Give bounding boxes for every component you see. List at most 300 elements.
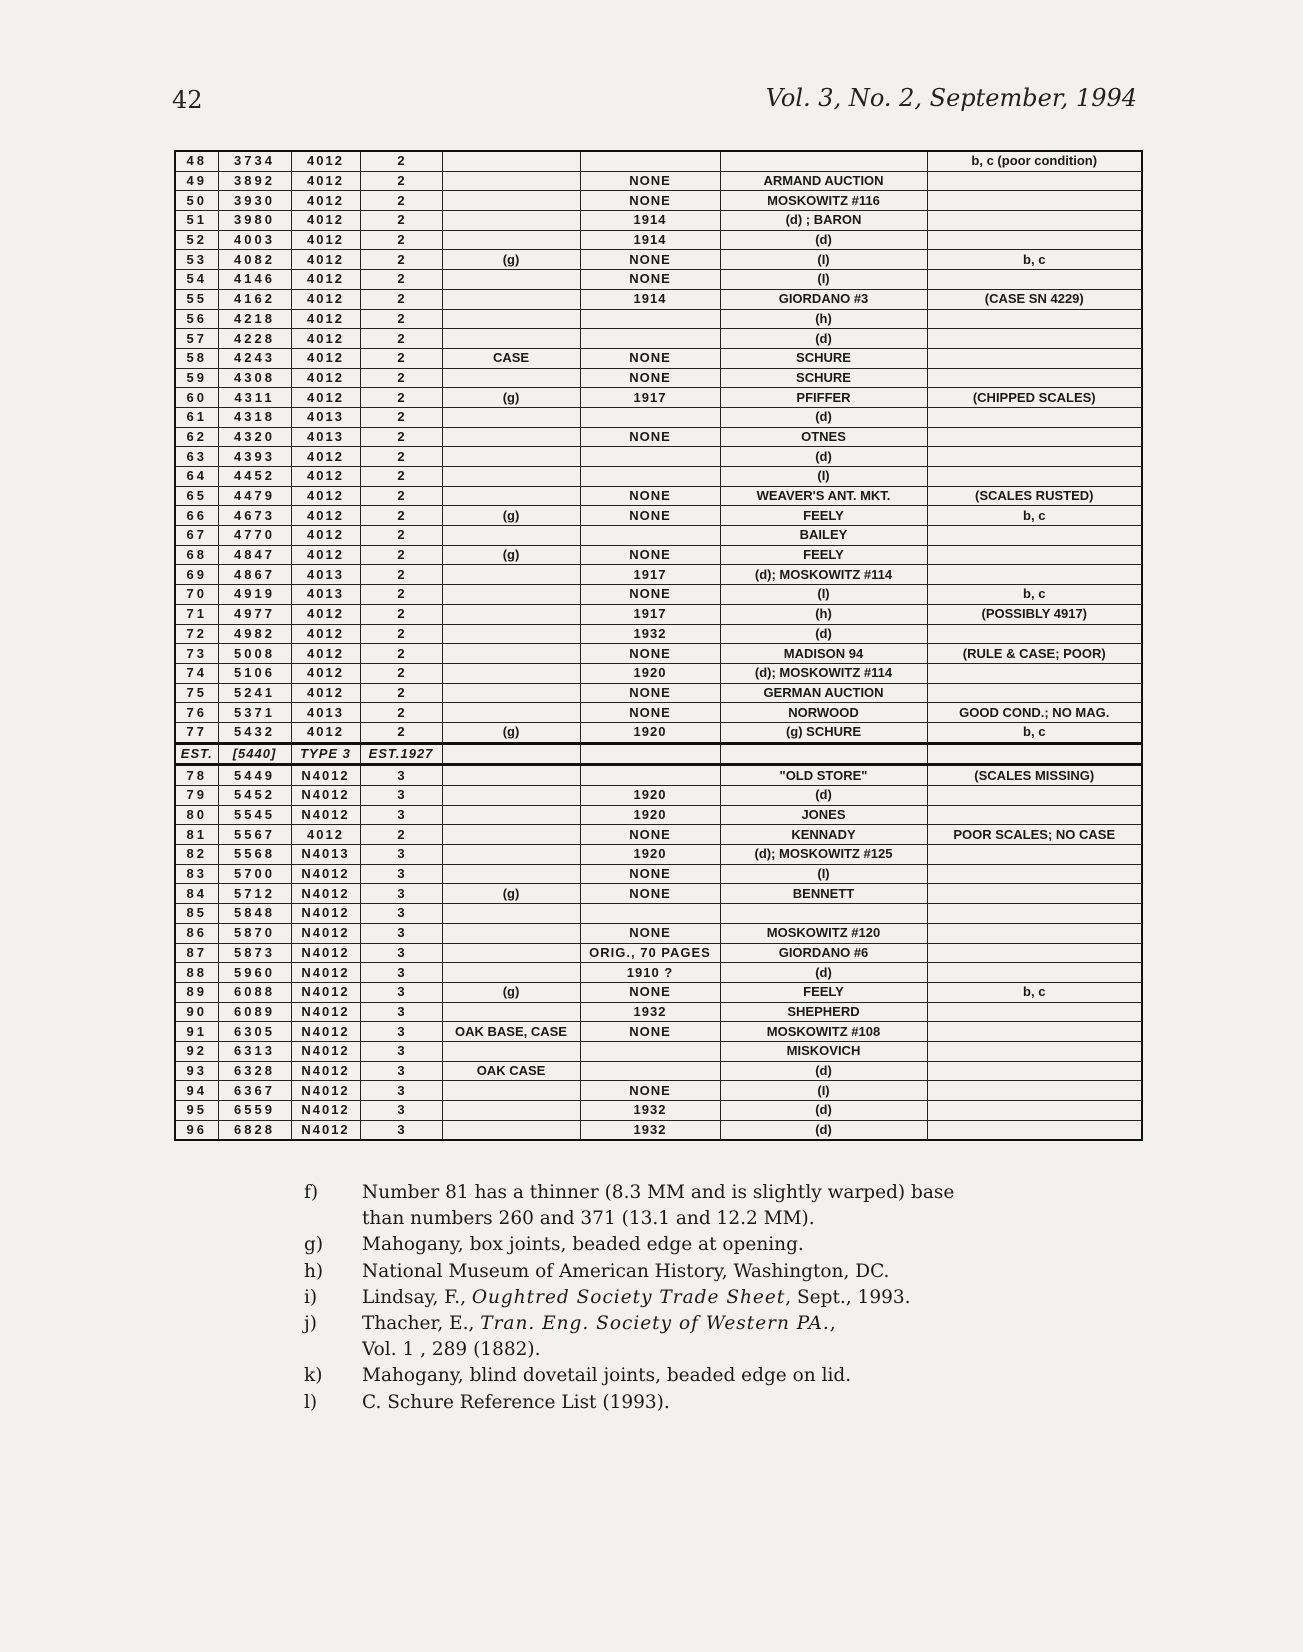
footnote-label: h) bbox=[304, 1260, 324, 1282]
cell-manual: 1920 bbox=[580, 663, 720, 683]
table-row bbox=[175, 884, 1142, 904]
cell-no: 58 bbox=[175, 348, 218, 368]
cell-type: 3 bbox=[360, 845, 442, 865]
cell-manual bbox=[580, 309, 720, 329]
cell-type: 3 bbox=[360, 1041, 442, 1061]
citation-detail: , Sept., 1993. bbox=[785, 1286, 911, 1308]
cell-notes: b, c bbox=[927, 250, 1142, 270]
cell-no: 72 bbox=[175, 624, 218, 644]
cell-case bbox=[442, 624, 580, 644]
cell-model: N4012 bbox=[291, 923, 360, 943]
cell-model: N4012 bbox=[291, 1081, 360, 1101]
cell-notes: POOR SCALES; NO CASE bbox=[927, 825, 1142, 845]
footnote-label: f) bbox=[304, 1182, 319, 1203]
cell-no: 87 bbox=[175, 943, 218, 963]
cell-case bbox=[442, 447, 580, 467]
cell-case bbox=[442, 191, 580, 211]
footnote bbox=[304, 1232, 1042, 1258]
cell-model: 4012 bbox=[291, 624, 360, 644]
cell-source: (d); MOSKOWITZ #114 bbox=[720, 663, 927, 683]
cell-case bbox=[442, 329, 580, 349]
cell-type: 3 bbox=[360, 963, 442, 983]
footnote-line: Mahogany, blind dovetail joints, beaded edge on lid. bbox=[362, 1365, 852, 1387]
cell-no: 50 bbox=[175, 191, 218, 211]
footnote-text bbox=[362, 1285, 1042, 1311]
cell-manual bbox=[580, 407, 720, 427]
cell-type: 2 bbox=[360, 289, 442, 309]
cell-no: 67 bbox=[175, 526, 218, 546]
footnote bbox=[304, 1180, 1042, 1232]
cell-notes bbox=[927, 1120, 1142, 1140]
cell-manual: NONE bbox=[580, 703, 720, 723]
cell-notes bbox=[927, 1002, 1142, 1022]
cell-source: (d) bbox=[720, 447, 927, 467]
cell-model: 4012 bbox=[291, 230, 360, 250]
cell-manual: 1914 bbox=[580, 289, 720, 309]
cell-model: 4012 bbox=[291, 388, 360, 408]
cell-case bbox=[442, 526, 580, 546]
cell-manual: NONE bbox=[580, 1081, 720, 1101]
cell-manual: 1932 bbox=[580, 1101, 720, 1121]
cell-notes bbox=[927, 545, 1142, 565]
cell-no: 92 bbox=[175, 1041, 218, 1061]
cell-no: 61 bbox=[175, 407, 218, 427]
cell-manual: NONE bbox=[580, 348, 720, 368]
cell-case bbox=[442, 904, 580, 924]
cell-model: N4012 bbox=[291, 1101, 360, 1121]
cell-model: 4012 bbox=[291, 447, 360, 467]
cell-sn: 4847 bbox=[218, 545, 291, 565]
cell-source: SCHURE bbox=[720, 368, 927, 388]
cell-manual: NONE bbox=[580, 825, 720, 845]
cell-sn: 4228 bbox=[218, 329, 291, 349]
cell-no: 56 bbox=[175, 309, 218, 329]
cell-notes: (SCALES MISSING) bbox=[927, 765, 1142, 786]
cell-sn: 6559 bbox=[218, 1101, 291, 1121]
cell-source: (h) bbox=[720, 604, 927, 624]
cell-case bbox=[442, 211, 580, 231]
cell-notes bbox=[927, 368, 1142, 388]
cell-notes: GOOD COND.; NO MAG. bbox=[927, 703, 1142, 723]
cell-case bbox=[442, 1081, 580, 1101]
cell-no: 83 bbox=[175, 864, 218, 884]
est-cell-type: EST.1927 bbox=[360, 743, 442, 765]
cell-type: 2 bbox=[360, 506, 442, 526]
cell-sn: 3980 bbox=[218, 211, 291, 231]
cell-sn: 6367 bbox=[218, 1081, 291, 1101]
cell-sn: 4919 bbox=[218, 585, 291, 605]
table-row bbox=[175, 270, 1142, 290]
cell-notes bbox=[927, 565, 1142, 585]
table-row bbox=[175, 604, 1142, 624]
cell-case bbox=[442, 644, 580, 664]
cell-case bbox=[442, 663, 580, 683]
cell-model: 4012 bbox=[291, 191, 360, 211]
page-number: 42 bbox=[172, 86, 203, 114]
cell-manual: NONE bbox=[580, 486, 720, 506]
cell-case bbox=[442, 923, 580, 943]
cell-notes bbox=[927, 943, 1142, 963]
cell-source bbox=[720, 904, 927, 924]
cell-model: 4013 bbox=[291, 427, 360, 447]
cell-type: 2 bbox=[360, 329, 442, 349]
cell-model: 4012 bbox=[291, 683, 360, 703]
table-row bbox=[175, 526, 1142, 546]
cell-notes: b, c bbox=[927, 506, 1142, 526]
cell-sn: 5106 bbox=[218, 663, 291, 683]
cell-notes: (CHIPPED SCALES) bbox=[927, 388, 1142, 408]
cell-sn: 4977 bbox=[218, 604, 291, 624]
cell-no: 84 bbox=[175, 884, 218, 904]
est-cell-manual bbox=[580, 743, 720, 765]
table-row bbox=[175, 506, 1142, 526]
cell-case: (g) bbox=[442, 545, 580, 565]
cell-model: N4012 bbox=[291, 1022, 360, 1042]
cell-notes bbox=[927, 211, 1142, 231]
cell-source: (d); MOSKOWITZ #114 bbox=[720, 565, 927, 585]
cell-model: N4012 bbox=[291, 1120, 360, 1140]
footnote-text bbox=[362, 1232, 1042, 1258]
cell-no: 95 bbox=[175, 1101, 218, 1121]
cell-case bbox=[442, 786, 580, 806]
cell-sn: 4393 bbox=[218, 447, 291, 467]
cell-sn: 4243 bbox=[218, 348, 291, 368]
cell-no: 82 bbox=[175, 845, 218, 865]
cell-source: FEELY bbox=[720, 545, 927, 565]
cell-source: FEELY bbox=[720, 982, 927, 1002]
cell-manual: NONE bbox=[580, 191, 720, 211]
cell-manual: 1914 bbox=[580, 211, 720, 231]
cell-notes bbox=[927, 407, 1142, 427]
cell-case bbox=[442, 171, 580, 191]
cell-model: N4012 bbox=[291, 805, 360, 825]
table-row bbox=[175, 1081, 1142, 1101]
cell-no: 74 bbox=[175, 663, 218, 683]
cell-notes: (POSSIBLY 4917) bbox=[927, 604, 1142, 624]
cell-no: 68 bbox=[175, 545, 218, 565]
cell-manual: 1932 bbox=[580, 1120, 720, 1140]
cell-source: (d) ; BARON bbox=[720, 211, 927, 231]
cell-sn: 5712 bbox=[218, 884, 291, 904]
cell-notes bbox=[927, 786, 1142, 806]
cell-type: 3 bbox=[360, 1002, 442, 1022]
cell-sn: 6305 bbox=[218, 1022, 291, 1042]
cell-source: OTNES bbox=[720, 427, 927, 447]
cell-model: N4012 bbox=[291, 963, 360, 983]
cell-type: 2 bbox=[360, 151, 442, 171]
cell-no: 59 bbox=[175, 368, 218, 388]
cell-notes: (SCALES RUSTED) bbox=[927, 486, 1142, 506]
cell-no: 49 bbox=[175, 171, 218, 191]
cell-model: 4012 bbox=[291, 270, 360, 290]
cell-model: 4012 bbox=[291, 368, 360, 388]
table-row bbox=[175, 447, 1142, 467]
footnote-text bbox=[362, 1390, 1042, 1416]
cell-manual: NONE bbox=[580, 368, 720, 388]
footnote-line: C. Schure Reference List (1993). bbox=[362, 1391, 670, 1413]
cell-no: 75 bbox=[175, 683, 218, 703]
cell-manual: NONE bbox=[580, 864, 720, 884]
footnote bbox=[304, 1259, 1042, 1285]
cell-notes bbox=[927, 683, 1142, 703]
footnote-line: Mahogany, box joints, beaded edge at opening. bbox=[362, 1234, 804, 1256]
cell-no: 78 bbox=[175, 765, 218, 786]
table-row bbox=[175, 1101, 1142, 1121]
cell-case bbox=[442, 805, 580, 825]
footnote-line: than numbers 260 and 371 (13.1 and 12.2 MM). bbox=[362, 1208, 815, 1230]
table-row bbox=[175, 585, 1142, 605]
cell-sn: 4003 bbox=[218, 230, 291, 250]
footnote bbox=[304, 1390, 1042, 1416]
footnote-label: g) bbox=[304, 1234, 324, 1256]
cell-no: 53 bbox=[175, 250, 218, 270]
cell-sn: 4162 bbox=[218, 289, 291, 309]
cell-type: 3 bbox=[360, 1101, 442, 1121]
cell-model: N4012 bbox=[291, 1061, 360, 1081]
cell-case bbox=[442, 565, 580, 585]
cell-notes bbox=[927, 191, 1142, 211]
cell-type: 2 bbox=[360, 663, 442, 683]
cell-type: 3 bbox=[360, 904, 442, 924]
cell-type: 3 bbox=[360, 1120, 442, 1140]
cell-notes: b, c bbox=[927, 982, 1142, 1002]
footnote bbox=[304, 1311, 1042, 1363]
table-row bbox=[175, 845, 1142, 865]
cell-no: 86 bbox=[175, 923, 218, 943]
cell-notes bbox=[927, 923, 1142, 943]
cell-case: (g) bbox=[442, 722, 580, 743]
cell-sn: 6088 bbox=[218, 982, 291, 1002]
cell-no: 89 bbox=[175, 982, 218, 1002]
footnote-line bbox=[362, 1311, 1042, 1337]
cell-manual: NONE bbox=[580, 884, 720, 904]
cell-case: (g) bbox=[442, 388, 580, 408]
cell-type: 2 bbox=[360, 624, 442, 644]
cell-manual bbox=[580, 765, 720, 786]
table-row bbox=[175, 151, 1142, 171]
cell-type: 3 bbox=[360, 805, 442, 825]
cell-case bbox=[442, 585, 580, 605]
cell-type: 3 bbox=[360, 884, 442, 904]
cell-manual: 1920 bbox=[580, 845, 720, 865]
est-cell-notes bbox=[927, 743, 1142, 765]
cell-sn: 5568 bbox=[218, 845, 291, 865]
cell-no: 69 bbox=[175, 565, 218, 585]
type3-estimate-row bbox=[175, 743, 1142, 765]
cell-model: 4012 bbox=[291, 171, 360, 191]
cell-case bbox=[442, 825, 580, 845]
cell-type: 2 bbox=[360, 604, 442, 624]
cell-notes: b, c bbox=[927, 585, 1142, 605]
cell-no: 91 bbox=[175, 1022, 218, 1042]
cell-notes bbox=[927, 624, 1142, 644]
cell-model: N4012 bbox=[291, 864, 360, 884]
cell-case bbox=[442, 309, 580, 329]
cell-case bbox=[442, 407, 580, 427]
cell-manual: 1917 bbox=[580, 388, 720, 408]
footnote-line: Number 81 has a thinner (8.3 MM and is slightly warped) base bbox=[362, 1182, 955, 1203]
cell-no: 51 bbox=[175, 211, 218, 231]
cell-sn: 5449 bbox=[218, 765, 291, 786]
cell-sn: 4673 bbox=[218, 506, 291, 526]
cell-notes bbox=[927, 884, 1142, 904]
table-row bbox=[175, 407, 1142, 427]
table-row bbox=[175, 427, 1142, 447]
table-row bbox=[175, 624, 1142, 644]
cell-sn: 4479 bbox=[218, 486, 291, 506]
cell-notes: (RULE & CASE; POOR) bbox=[927, 644, 1142, 664]
footnote-text bbox=[362, 1259, 1042, 1285]
cell-case bbox=[442, 1101, 580, 1121]
cell-no: 96 bbox=[175, 1120, 218, 1140]
cell-case: OAK CASE bbox=[442, 1061, 580, 1081]
cell-sn: 3930 bbox=[218, 191, 291, 211]
cell-type: 3 bbox=[360, 1081, 442, 1101]
cell-type: 3 bbox=[360, 765, 442, 786]
cell-source: SHEPHERD bbox=[720, 1002, 927, 1022]
cell-type: 2 bbox=[360, 545, 442, 565]
cell-manual: ORIG., 70 PAGES bbox=[580, 943, 720, 963]
cell-type: 2 bbox=[360, 427, 442, 447]
cell-sn: 5008 bbox=[218, 644, 291, 664]
est-cell-source bbox=[720, 743, 927, 765]
cell-no: 55 bbox=[175, 289, 218, 309]
cell-type: 3 bbox=[360, 923, 442, 943]
cell-type: 2 bbox=[360, 447, 442, 467]
cell-source: BENNETT bbox=[720, 884, 927, 904]
cell-type: 3 bbox=[360, 864, 442, 884]
footnote-text bbox=[362, 1180, 1042, 1232]
cell-sn: 6328 bbox=[218, 1061, 291, 1081]
cell-source: KENNADY bbox=[720, 825, 927, 845]
cell-sn: 4218 bbox=[218, 309, 291, 329]
est-cell-model: TYPE 3 bbox=[291, 743, 360, 765]
citation-author: Thacher, E., bbox=[362, 1313, 481, 1335]
cell-no: 79 bbox=[175, 786, 218, 806]
cell-case bbox=[442, 703, 580, 723]
table-row bbox=[175, 467, 1142, 487]
cell-type: 2 bbox=[360, 722, 442, 743]
cell-case bbox=[442, 427, 580, 447]
table-row bbox=[175, 309, 1142, 329]
cell-case bbox=[442, 943, 580, 963]
cell-sn: 6313 bbox=[218, 1041, 291, 1061]
cell-type: 2 bbox=[360, 368, 442, 388]
cell-model: 4012 bbox=[291, 329, 360, 349]
cell-sn: 6089 bbox=[218, 1002, 291, 1022]
table-row bbox=[175, 388, 1142, 408]
cell-notes bbox=[927, 904, 1142, 924]
cell-case bbox=[442, 368, 580, 388]
footnote-label: i) bbox=[304, 1286, 318, 1308]
cell-case bbox=[442, 467, 580, 487]
cell-case bbox=[442, 845, 580, 865]
cell-model: 4012 bbox=[291, 309, 360, 329]
cell-type: 3 bbox=[360, 1061, 442, 1081]
cell-model: 4013 bbox=[291, 703, 360, 723]
cell-model: 4012 bbox=[291, 526, 360, 546]
cell-source: BAILEY bbox=[720, 526, 927, 546]
table-row bbox=[175, 722, 1142, 743]
cell-type: 3 bbox=[360, 1022, 442, 1042]
cell-case bbox=[442, 230, 580, 250]
cell-sn: 5960 bbox=[218, 963, 291, 983]
cell-model: 4012 bbox=[291, 250, 360, 270]
cell-source: (I) bbox=[720, 250, 927, 270]
cell-model: N4012 bbox=[291, 904, 360, 924]
table-row bbox=[175, 486, 1142, 506]
cell-type: 2 bbox=[360, 250, 442, 270]
cell-type: 2 bbox=[360, 825, 442, 845]
cell-no: 81 bbox=[175, 825, 218, 845]
cell-model: 4013 bbox=[291, 407, 360, 427]
table-row bbox=[175, 1061, 1142, 1081]
cell-model: N4012 bbox=[291, 982, 360, 1002]
cell-model: 4012 bbox=[291, 486, 360, 506]
cell-source: (I) bbox=[720, 585, 927, 605]
cell-notes bbox=[927, 348, 1142, 368]
cell-model: 4012 bbox=[291, 506, 360, 526]
cell-type: 2 bbox=[360, 703, 442, 723]
cell-manual bbox=[580, 1061, 720, 1081]
cell-type: 2 bbox=[360, 526, 442, 546]
serial-number-register-table bbox=[174, 150, 1143, 1141]
cell-source: (d) bbox=[720, 786, 927, 806]
footnote-text bbox=[362, 1363, 1042, 1389]
cell-notes bbox=[927, 309, 1142, 329]
cell-notes: b, c bbox=[927, 722, 1142, 743]
cell-type: 2 bbox=[360, 388, 442, 408]
cell-manual: 1914 bbox=[580, 230, 720, 250]
table-row bbox=[175, 805, 1142, 825]
cell-sn: 4311 bbox=[218, 388, 291, 408]
cell-no: 71 bbox=[175, 604, 218, 624]
cell-sn: 4867 bbox=[218, 565, 291, 585]
cell-source: (d) bbox=[720, 1120, 927, 1140]
cell-source: MOSKOWITZ #108 bbox=[720, 1022, 927, 1042]
cell-manual bbox=[580, 447, 720, 467]
footnotes bbox=[304, 1180, 1042, 1416]
cell-notes bbox=[927, 805, 1142, 825]
cell-type: 2 bbox=[360, 565, 442, 585]
cell-source: (g) SCHURE bbox=[720, 722, 927, 743]
cell-manual: 1932 bbox=[580, 624, 720, 644]
cell-source: (I) bbox=[720, 270, 927, 290]
table-row bbox=[175, 864, 1142, 884]
running-head: Vol. 3, No. 2, September, 1994 bbox=[765, 84, 1137, 112]
cell-notes bbox=[927, 663, 1142, 683]
cell-type: 2 bbox=[360, 270, 442, 290]
footnote-line: Vol. 1 , 289 (1882). bbox=[362, 1339, 541, 1361]
table-row bbox=[175, 663, 1142, 683]
cell-no: 80 bbox=[175, 805, 218, 825]
cell-type: 2 bbox=[360, 486, 442, 506]
table-row bbox=[175, 765, 1142, 786]
cell-type: 2 bbox=[360, 467, 442, 487]
cell-model: 4012 bbox=[291, 467, 360, 487]
cell-source: PFIFFER bbox=[720, 388, 927, 408]
table-row bbox=[175, 211, 1142, 231]
cell-sn: 5873 bbox=[218, 943, 291, 963]
footnote-label: j) bbox=[304, 1313, 317, 1335]
cell-notes bbox=[927, 845, 1142, 865]
cell-manual: 1917 bbox=[580, 604, 720, 624]
cell-type: 2 bbox=[360, 191, 442, 211]
cell-model: N4012 bbox=[291, 1041, 360, 1061]
cell-case bbox=[442, 864, 580, 884]
cell-notes bbox=[927, 171, 1142, 191]
footnote-label: l) bbox=[304, 1391, 318, 1413]
